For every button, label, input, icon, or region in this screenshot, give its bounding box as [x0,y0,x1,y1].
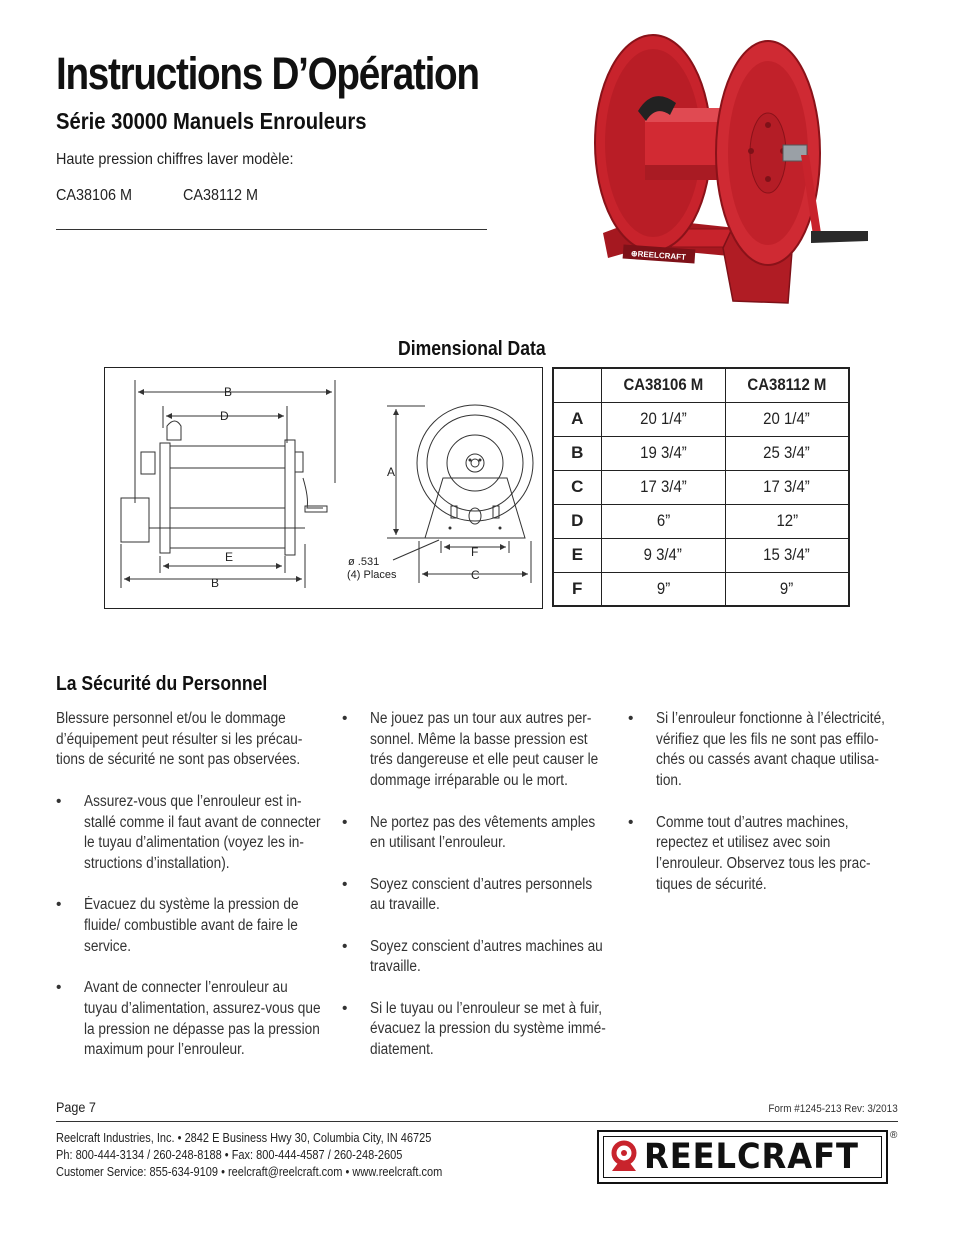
cell-value: 25 3/4” [725,436,849,470]
row-label: E [553,538,601,572]
table-row [553,402,849,436]
table-header-model-1: CA38106 M [601,368,725,402]
table-header-row [553,368,849,402]
list-item: • Soyez conscient d’autres personnels au travaille. [342,875,593,914]
dimension-diagram [104,367,543,609]
list-item: • Si l’enrouleur fonctionne à l’électricité, vérifiez que les fils ne sont pas effilo-chés ou cassés avant chaque utilisa-tion. [628,710,885,790]
company-contact: Customer Service: 855-634-9109 • reelcraft@reelcraft.com • www.reelcraft.com [56,1165,443,1179]
cell-value: 17 3/4” [601,470,725,504]
registered-mark: ® [890,1130,898,1141]
cell-value: 17 3/4” [725,470,849,504]
row-label: B [553,436,601,470]
dim-label-a: A [387,465,396,479]
cell-value: 19 3/4” [601,436,725,470]
reelcraft-logo [597,1130,888,1184]
row-label: F [553,572,601,606]
model-label: Haute pression chiffres laver modèle: [56,151,294,168]
model-number-1: CA38106 M [56,187,133,204]
list-item: • Avant de connecter l’enrouleur au tuyau d’alimentation, assurez-vous que la pression ne dépasse pas la pression maximum pour l’enrouleur. [56,979,321,1059]
dim-label-e: E [225,550,234,564]
row-label: A [553,402,601,436]
table-row [553,470,849,504]
reel-logo-icon [608,1139,640,1175]
page-number: Page 7 [56,1099,96,1115]
page-subtitle: Série 30000 Manuels Enrouleurs [56,108,367,134]
svg-text:⊕REELCRAFT: ⊕REELCRAFT [630,249,687,262]
header-divider [56,229,487,230]
dim-label-b-top: B [224,385,233,399]
table-row [553,504,849,538]
list-item: • Ne portez pas des vêtements amples en utilisant l’enrouleur. [342,813,596,852]
model-number-2: CA38112 M [183,187,258,204]
table-header-empty [553,368,601,402]
dim-label-b-bottom: B [211,576,220,590]
list-item: • Soyez conscient d’autres machines au travaille. [342,937,603,976]
cell-value: 12” [725,504,849,538]
list-item: • Évacuez du système la pression de fluide/ combustible avant de faire le service. [56,896,299,955]
form-revision: Form #1245-213 Rev: 3/2013 [768,1103,898,1115]
safety-column-1 [56,709,324,1082]
row-label: C [553,470,601,504]
safety-intro: Blessure personnel et/ou le dommage d’équipement peut résulter si les précau-tions de sécurité ne sont pas observées. [56,710,303,769]
table-row [553,538,849,572]
dim-label-f: F [471,545,479,559]
dimensional-data-title: Dimensional Data [398,338,546,360]
cell-value: 9” [725,572,849,606]
cell-value: 9 3/4” [601,538,725,572]
logo-text: REELCRAFT [644,1137,859,1177]
list-item: • Comme tout d’autres machines, repectez et utilisez avec soin l’enrouleur. Observez tous les prac-tiques de sécurité. [628,813,871,893]
list-item: • Si le tuyau ou l’enrouleur se met à fuir, évacuez la pression du système immé-diatement. [342,999,606,1059]
company-phone: Ph: 800-444-3134 / 260-248-8188 • Fax: 800-444-4587 / 260-248-2605 [56,1148,403,1162]
dim-label-d: D [220,409,229,423]
cell-value: 20 1/4” [601,402,725,436]
dimension-drawing [105,368,541,607]
table-row [553,572,849,606]
row-label: D [553,504,601,538]
hole-diameter-label: ø .531 [348,556,380,568]
list-item: • Ne jouez pas un tour aux autres per-sonnel. Même la basse pression est trés dangereuse et elle peut causer le dommage irréparable ou le mort. [342,710,599,790]
table-header-model-2: CA38112 M [725,368,849,402]
cell-value: 20 1/4” [725,402,849,436]
list-item: • Assurez-vous que l’enrouleur est in-stallé comme il faut avant de connecter le tuyau d’alimentation (voyez les in-structions d’installation). [56,792,321,872]
company-address: Reelcraft Industries, Inc. • 2842 E Business Hwy 30, Columbia City, IN 46725 [56,1131,432,1145]
cell-value: 6” [601,504,725,538]
dim-label-c: C [471,568,480,582]
hose-reel-product-image [583,33,875,323]
safety-section-title: La Sécurité du Personnel [56,673,268,695]
hole-count-label: (4) Places [347,569,397,581]
page-title: Instructions D’Opération [56,48,479,99]
safety-column-2 [342,709,612,1082]
footer-divider [56,1121,898,1122]
dimension-table [552,367,850,607]
cell-value: 15 3/4” [725,538,849,572]
table-row [553,436,849,470]
safety-column-3 [628,709,894,916]
cell-value: 9” [601,572,725,606]
